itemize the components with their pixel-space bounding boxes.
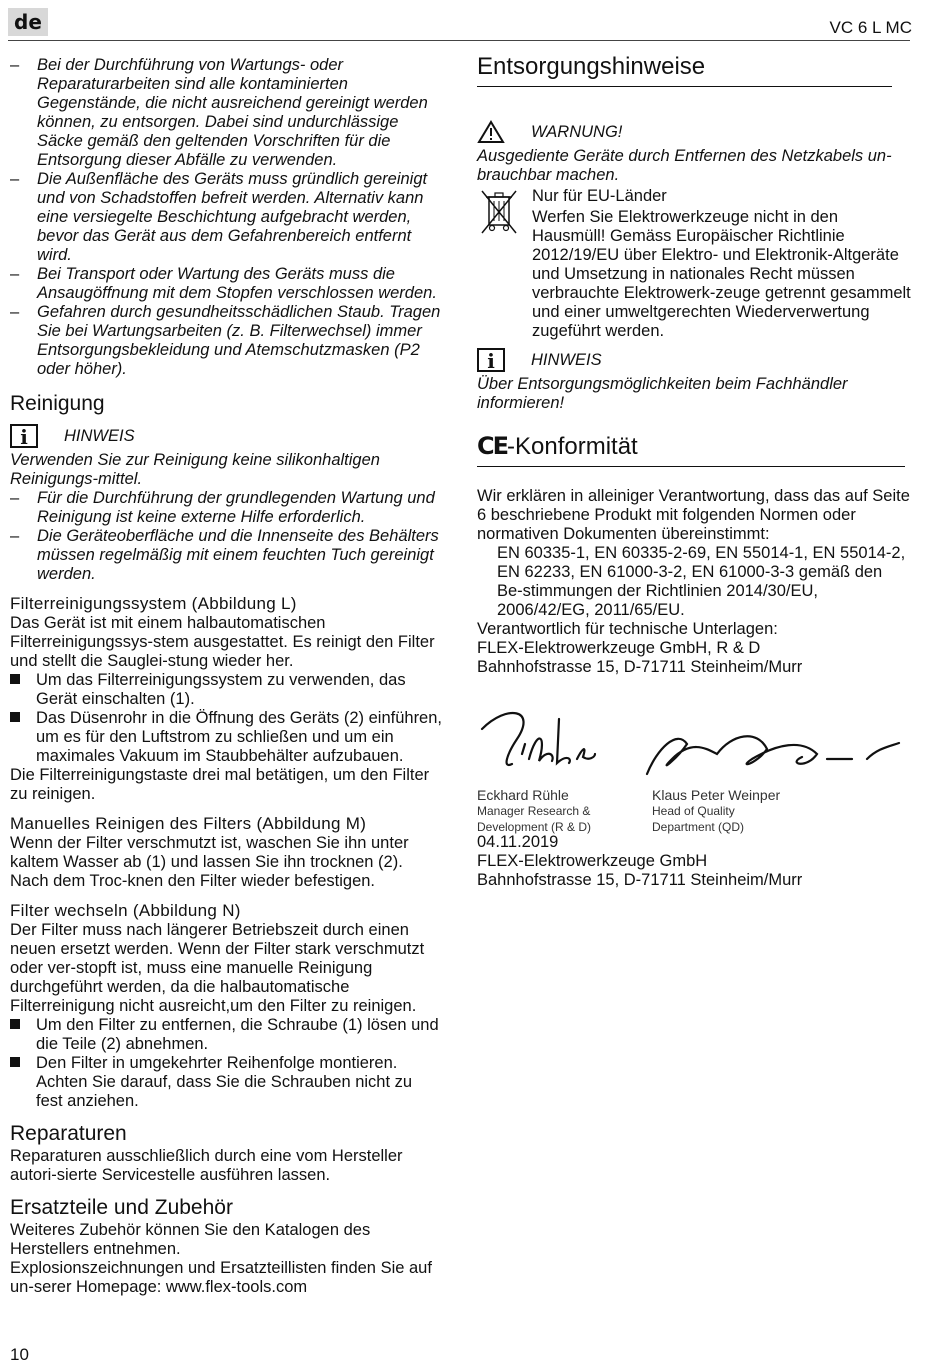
page-number: 10 [10,1345,29,1364]
section-title-repairs: Reparaturen [10,1122,127,1145]
company-address: Bahnhofstrasse 15, D-71711 Steinheim/Murr [477,871,803,889]
signer-role: Head of Quality [652,804,735,818]
list-item: – Die Außenfläche des Geräts muss gründlich gereinigt und von Schadstoffen befreit werden. Alternativ kann eine versiegelte Beschichtung aufgebracht werden, bevor das Gerät aus dem Gefahrenbereich entfernt wird. [10,170,442,265]
list-item: – Für die Durchführung der grundlegenden Wartung und Reinigung ist keine externe Hilfe erforderlich. [10,489,442,527]
signature-block [477,699,912,834]
section-title-manual-clean: Manuelles Reinigen des Filters (Abbildung M) [10,814,367,833]
conformity-title: -Konformität [507,433,638,460]
signer-name: Eckhard Rühle [477,787,569,803]
language-tag: de [8,8,48,36]
paragraph: Explosionszeichnungen und Ersatzteillisten finden Sie auf un-serer Homepage: www.flex-tools.com [10,1259,432,1296]
notice-label: HINWEIS [64,426,135,445]
signature-ruehle [477,699,637,789]
right-column [477,52,912,890]
warning-icon [477,120,505,144]
company-name: FLEX-Elektrowerkzeuge GmbH [477,852,708,870]
left-column [10,52,442,1297]
section-title-conformity [477,431,912,462]
notice-cleaning [10,421,442,451]
list-item: – Bei der Durchführung von Wartungs- oder Reparaturarbeiten sind alle kontaminierten Gegenstände, die nicht ausreichend gereinigt werden können, zu entsorgen. Dabei sind undurchlässige Säcke gemäß den geltenden Vorschriften für die Entsorgung dieser Abfälle zu verwenden. [10,56,442,170]
section-rule [477,466,905,467]
info-icon: i [10,424,38,448]
model-name: VC 6 L MC [829,18,912,37]
section-title-filter-system: Filterreinigungssystem (Abbildung L) [10,594,297,613]
paragraph: Der Filter muss nach längerer Betriebszeit durch einen neuen ersetzt werden. Wenn der Filter stark verschmutzt oder ver-stopft ist, muss eine manuelle Reinigung durchgeführt werden, da die halbautomatische Filterreinigung nicht ausreicht,um den Filter zu reinigen. [10,921,425,1015]
paragraph: Die Filterreinigungstaste drei mal betätigen, um den Filter zu reinigen. [10,766,430,803]
section-title-filter-change: Filter wechseln (Abbildung N) [10,901,241,920]
paragraph: Wenn der Filter verschmutzt ist, waschen Sie ihn unter kaltem Wasser ab (1) und lassen Sie ihn trocknen (2). Nach dem Troc-knen den Filter wieder befestigen. [10,834,409,890]
conformity-norms: EN 60335-1, EN 60335-2-69, EN 55014-1, EN 55014-2, EN 62233, EN 61000-3-2, EN 61000-3-3 gemäß den Be-stimmungen der Richtlinien 2014/30/EU, 2006/42/EG, 2011/65/EU. [497,544,906,619]
info-icon: i [477,348,505,372]
list-item: – Bei Transport oder Wartung des Geräts muss die Ansaugöffnung mit dem Stopfen verschlossen werden. [10,265,442,303]
list-item: Um das Filterreinigungssystem zu verwenden, das Gerät einschalten (1). [10,671,442,709]
eu-disposal-text: Werfen Sie Elektrowerkzeuge nicht in den Hausmüll! Gemäss Europäischer Richtlinie 2012/19/EU über Elektro- und Elektronik-Altgeräte und Umsetzung in nationales Recht müssen verbrauchte Elektrowerk-zeuge getrennt gesammelt und einer umweltgerechten Wiederverwertung zugeführt werden. [532,208,911,340]
list-item: – Gefahren durch gesundheitsschädlichen Staub. Tragen Sie bei Wartungsarbeiten (z. B. Filterwechsel) immer Entsorgungsbekleidung und Atemschutzmasken (P2 oder höher). [10,303,442,379]
signer-1 [477,787,591,835]
section-title-cleaning: Reinigung [10,392,105,415]
conformity-text: Wir erklären in alleiniger Verantwortung, dass das auf Seite 6 beschriebene Produkt mit folgenden Normen oder normativen Dokumenten übereinstimmt: [477,487,910,543]
warning-notice [477,117,912,147]
notice-label: HINWEIS [531,350,602,369]
notice-text: Verwenden Sie zur Reinigung keine silikonhaltigen Reinigungs-mittel. [10,451,380,488]
paragraph: Reparaturen ausschließlich durch eine vom Hersteller autori-sierte Servicestelle ausführen lassen. [10,1147,403,1184]
signer-role: Development (R & D) [477,820,592,834]
notice-text: Über Entsorgungsmöglichkeiten beim Fachhändler informieren! [477,375,848,412]
responsible-company: FLEX-Elektrowerkzeuge GmbH, R & D [477,639,761,657]
responsible-label: Verantwortlich für technische Unterlagen: [477,620,778,638]
paragraph: Weiteres Zubehör können Sie den Katalogen des Herstellers entnehmen. [10,1221,371,1258]
crossed-bin-icon [477,187,521,237]
section-rule [477,86,892,87]
signer-2 [652,787,780,835]
warning-label: WARNUNG! [531,122,623,141]
signer-name: Klaus Peter Weinper [652,787,781,803]
list-item: Das Düsenrohr in die Öffnung des Geräts (2) einführen, um es für den Luftstrom zu schließen und um ein maximales Vakuum im Staubbehälter aufzubauen. [10,709,442,766]
section-title-disposal: Entsorgungshinweise [477,53,706,80]
list-item: Den Filter in umgekehrter Reihenfolge montieren. Achten Sie darauf, dass Sie die Schrauben nicht zu fest anziehen. [10,1054,442,1111]
eu-disposal-block [477,187,912,341]
header-rule [8,40,910,41]
paragraph: Das Gerät ist mit einem halbautomatischen Filterreinigungssys-stem ausgestattet. Es reinigt den Filter und stellt die Sauglei-stung wieder her. [10,614,435,670]
signature-weinper [637,719,907,789]
warning-text: Ausgediente Geräte durch Entfernen des Netzkabels un-brauchbar machen. [477,147,892,184]
list-item: – Die Geräteoberfläche und die Innenseite des Behälters müssen regelmäßig mit einem feuchten Tuch gereinigt werden. [10,527,442,584]
notice-disposal [477,345,912,375]
signer-role: Department (QD) [652,820,745,834]
signature-date: 04.11.2019 [477,833,559,851]
list-item: Um den Filter zu entfernen, die Schraube (1) lösen und die Teile (2) abnehmen. [10,1016,442,1054]
section-title-parts: Ersatzteile und Zubehör [10,1196,233,1219]
ce-mark: CE [477,432,508,460]
responsible-address: Bahnhofstrasse 15, D-71711 Steinheim/Murr [477,658,803,676]
signer-role: Manager Research & [477,804,591,818]
eu-only-label: Nur für EU-Länder [532,187,667,205]
